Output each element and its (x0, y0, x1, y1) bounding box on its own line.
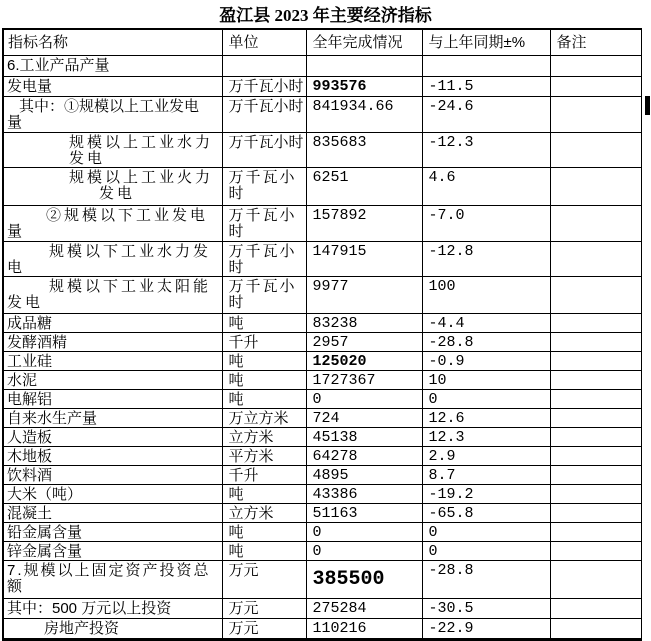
text-line: 发电 (7, 294, 44, 311)
unit-cell[interactable] (222, 485, 306, 504)
indicator-name-cell[interactable] (3, 599, 222, 619)
note-cell[interactable] (550, 77, 641, 97)
unit-cell[interactable] (222, 523, 306, 542)
indicator-name-cell[interactable] (3, 333, 222, 352)
text-line: 万千瓦小 (228, 207, 297, 224)
indicator-name-cell[interactable] (3, 277, 222, 314)
value-cell[interactable]: 385500 (306, 561, 422, 599)
text-line: 时 (228, 185, 246, 202)
value-cell[interactable]: 64278 (306, 447, 422, 466)
note-cell[interactable] (550, 447, 641, 466)
unit-cell[interactable] (222, 428, 306, 447)
note-cell[interactable] (550, 352, 641, 371)
value-cell[interactable]: 275284 (306, 599, 422, 619)
text-line: 规模以上工业水力 (69, 134, 214, 151)
indicator-name-cell[interactable] (3, 242, 222, 277)
text-line: 千升 (228, 467, 259, 484)
header-indicator-name: 指标名称 (3, 29, 222, 56)
value-cell[interactable]: 0 (306, 390, 422, 409)
indicator-name-cell[interactable] (3, 619, 222, 640)
note-cell[interactable] (550, 542, 641, 561)
note-cell[interactable] (550, 277, 641, 314)
text-line: 吨 (228, 543, 244, 560)
value-cell[interactable]: 835683 (306, 133, 422, 168)
yoy-cell[interactable]: -12.3 (422, 133, 550, 168)
note-cell[interactable] (550, 390, 641, 409)
yoy-cell[interactable]: -24.6 (422, 97, 550, 133)
text-line: 立方米 (228, 429, 274, 446)
text-line: 吨 (228, 524, 244, 541)
table-row (3, 242, 641, 277)
note-cell[interactable] (550, 599, 641, 619)
unit-cell[interactable] (222, 206, 306, 242)
yoy-cell[interactable]: 0 (422, 390, 550, 409)
value-cell[interactable]: 993576 (306, 77, 422, 97)
unit-cell[interactable] (222, 168, 306, 206)
indicator-name-cell[interactable] (3, 206, 222, 242)
value-cell[interactable]: 83238 (306, 314, 422, 333)
text-line: 木地板 (7, 448, 53, 465)
value-cell[interactable]: 0 (306, 523, 422, 542)
note-cell[interactable] (550, 409, 641, 428)
unit-cell[interactable] (222, 561, 306, 599)
yoy-cell[interactable]: 12.3 (422, 428, 550, 447)
yoy-cell[interactable]: -11.5 (422, 77, 550, 97)
indicator-name-cell[interactable] (3, 77, 222, 97)
text-line: 时 (228, 223, 246, 240)
note-cell[interactable] (550, 523, 641, 542)
unit-cell[interactable] (222, 133, 306, 168)
value-cell[interactable]: 841934.66 (306, 97, 422, 133)
table-row (3, 466, 641, 485)
table-row (3, 428, 641, 447)
yoy-cell[interactable]: -22.9 (422, 619, 550, 640)
text-line: 房地产投资 (44, 620, 120, 637)
table-row (3, 619, 641, 640)
note-cell[interactable] (550, 168, 641, 206)
value-cell[interactable]: 125020 (306, 352, 422, 371)
text-line: 发酵酒精 (7, 334, 68, 351)
text-line: 万元 (228, 600, 259, 617)
table-row (3, 485, 641, 504)
text-line: 万千瓦小 (228, 169, 297, 186)
text-line: 万千瓦小 (228, 278, 297, 295)
table-row (3, 561, 641, 599)
unit-cell[interactable] (222, 56, 306, 77)
indicator-name-cell[interactable] (3, 447, 222, 466)
table-row (3, 542, 641, 561)
note-cell[interactable] (550, 97, 641, 133)
indicator-name-cell[interactable] (3, 523, 222, 542)
indicator-name-cell[interactable] (3, 352, 222, 371)
text-line: 万元 (228, 562, 259, 579)
yoy-cell[interactable]: -65.8 (422, 504, 550, 523)
text-line: 量 (7, 223, 26, 240)
indicator-name-cell[interactable] (3, 504, 222, 523)
yoy-cell[interactable]: 10 (422, 371, 550, 390)
value-cell[interactable]: 724 (306, 409, 422, 428)
text-line: 吨 (228, 372, 244, 389)
indicator-name-cell[interactable] (3, 97, 222, 133)
text-line: 人造板 (7, 429, 53, 446)
table-row (3, 504, 641, 523)
text-line: 平方米 (228, 448, 274, 465)
text-line: 时 (228, 259, 246, 276)
table-row (3, 333, 641, 352)
indicator-name-cell[interactable] (3, 466, 222, 485)
indicator-name-cell[interactable] (3, 409, 222, 428)
value-cell[interactable]: 110216 (306, 619, 422, 640)
unit-cell[interactable] (222, 619, 306, 640)
yoy-cell[interactable]: 100 (422, 277, 550, 314)
table-row (3, 56, 641, 77)
yoy-cell[interactable]: -30.5 (422, 599, 550, 619)
indicators-table (2, 28, 642, 641)
unit-cell[interactable] (222, 504, 306, 523)
unit-cell[interactable] (222, 599, 306, 619)
unit-cell[interactable] (222, 371, 306, 390)
yoy-cell[interactable]: -4.4 (422, 314, 550, 333)
yoy-cell[interactable]: -28.8 (422, 561, 550, 599)
text-line: 万千瓦小时 (228, 98, 304, 115)
note-cell[interactable] (550, 242, 641, 277)
note-cell[interactable] (550, 56, 641, 77)
indicator-name-cell[interactable] (3, 542, 222, 561)
text-line: 自来水生产量 (7, 410, 98, 427)
note-cell[interactable] (550, 504, 641, 523)
value-cell[interactable] (306, 56, 422, 77)
text-line: 吨 (228, 486, 244, 503)
table-row (3, 168, 641, 206)
table-row (3, 206, 641, 242)
value-cell[interactable]: 1727367 (306, 371, 422, 390)
table-row (3, 277, 641, 314)
table-row (3, 447, 641, 466)
header-row (3, 29, 641, 56)
text-line: 铅金属含量 (7, 524, 83, 541)
text-line: 工业硅 (7, 353, 53, 370)
note-cell[interactable] (550, 371, 641, 390)
text-line: 万立方米 (228, 410, 289, 427)
value-cell[interactable]: 51163 (306, 504, 422, 523)
text-line: 万千瓦小时 (228, 78, 304, 95)
text-line: 发电量 (7, 78, 53, 95)
unit-cell[interactable] (222, 390, 306, 409)
note-cell[interactable] (550, 333, 641, 352)
note-cell[interactable] (550, 133, 641, 168)
text-line: 成品糖 (7, 315, 53, 332)
indicator-name-cell[interactable] (3, 390, 222, 409)
text-line: 吨 (228, 353, 244, 370)
yoy-cell[interactable]: 12.6 (422, 409, 550, 428)
text-line: 大米（吨） (7, 486, 83, 503)
unit-cell[interactable] (222, 447, 306, 466)
value-cell[interactable]: 45138 (306, 428, 422, 447)
table-row (3, 133, 641, 168)
unit-cell[interactable] (222, 333, 306, 352)
value-cell[interactable]: 157892 (306, 206, 422, 242)
table-row (3, 390, 641, 409)
text-line: 电解铝 (7, 391, 53, 408)
unit-cell[interactable] (222, 97, 306, 133)
yoy-cell[interactable]: 0 (422, 523, 550, 542)
unit-cell[interactable] (222, 242, 306, 277)
value-cell[interactable]: 0 (306, 542, 422, 561)
note-cell[interactable] (550, 314, 641, 333)
note-cell[interactable] (550, 466, 641, 485)
note-cell[interactable] (550, 619, 641, 640)
text-line: 7.规模以上固定资产投资总 (7, 562, 211, 579)
text-line: 其中：500 万元以上投资 (7, 600, 172, 617)
value-cell[interactable]: 6251 (306, 168, 422, 206)
table-row (3, 371, 641, 390)
unit-cell[interactable] (222, 77, 306, 97)
unit-cell[interactable] (222, 314, 306, 333)
text-line: 万千瓦小时 (228, 134, 304, 151)
document-title: 盈江县 2023 年主要经济指标 (219, 6, 432, 25)
text-line: 其中：①规模以上工业发电 (19, 98, 200, 115)
note-cell[interactable] (550, 428, 641, 447)
yoy-cell[interactable]: 4.6 (422, 168, 550, 206)
text-line: 吨 (228, 315, 244, 332)
note-cell[interactable] (550, 561, 641, 599)
value-cell[interactable]: 4895 (306, 466, 422, 485)
header-unit: 单位 (222, 29, 306, 56)
text-line: 锌金属含量 (7, 543, 83, 560)
unit-cell[interactable] (222, 277, 306, 314)
value-cell[interactable]: 147915 (306, 242, 422, 277)
text-line: 6.工业产品产量 (7, 57, 110, 74)
indicator-name-cell[interactable] (3, 56, 222, 77)
yoy-cell[interactable]: -7.0 (422, 206, 550, 242)
yoy-cell[interactable]: -19.2 (422, 485, 550, 504)
text-line: 额 (7, 578, 25, 595)
text-line: 千升 (228, 334, 259, 351)
unit-cell[interactable] (222, 352, 306, 371)
note-cell[interactable] (550, 206, 641, 242)
table-row (3, 599, 641, 619)
table-row (3, 352, 641, 371)
yoy-cell[interactable]: -12.8 (422, 242, 550, 277)
yoy-cell[interactable]: 0 (422, 542, 550, 561)
yoy-cell[interactable]: 8.7 (422, 466, 550, 485)
text-line: 吨 (228, 391, 244, 408)
table-row (3, 97, 641, 133)
yoy-cell[interactable]: -28.8 (422, 333, 550, 352)
yoy-cell[interactable]: 2.9 (422, 447, 550, 466)
indicator-name-cell[interactable] (3, 428, 222, 447)
unit-cell[interactable] (222, 542, 306, 561)
text-line: 万元 (228, 620, 259, 637)
text-line: 时 (228, 294, 246, 311)
text-line: 规模以下工业太阳能 (49, 278, 212, 295)
header-note: 备注 (550, 29, 641, 56)
text-line: 立方米 (228, 505, 274, 522)
indicator-name-cell[interactable] (3, 561, 222, 599)
text-line: 规模以上工业火力 (69, 169, 214, 186)
yoy-cell[interactable] (422, 56, 550, 77)
table-border-drag-handle[interactable] (645, 96, 650, 115)
unit-cell[interactable] (222, 466, 306, 485)
value-cell[interactable]: 2957 (306, 333, 422, 352)
table-row (3, 523, 641, 542)
text-line: 万千瓦小 (228, 243, 297, 260)
table-row (3, 314, 641, 333)
value-cell[interactable]: 43386 (306, 485, 422, 504)
indicator-name-cell[interactable] (3, 371, 222, 390)
indicator-name-cell[interactable] (3, 485, 222, 504)
text-line: 发电 (69, 150, 106, 167)
text-line: 量 (7, 114, 23, 131)
text-line: 混凝土 (7, 505, 53, 522)
indicator-name-cell[interactable] (3, 314, 222, 333)
header-annual-result: 全年完成情况 (306, 29, 422, 56)
text-line: 发电 (99, 185, 136, 202)
value-cell[interactable]: 9977 (306, 277, 422, 314)
text-line: ②规模以下工业发电 (46, 207, 209, 224)
text-line: 规模以下工业水力发 (49, 243, 212, 260)
indicator-name-cell[interactable] (3, 168, 222, 206)
yoy-cell[interactable]: -0.9 (422, 352, 550, 371)
table-row (3, 409, 641, 428)
table-row (3, 77, 641, 97)
text-line: 饮料酒 (7, 467, 53, 484)
text-line: 水泥 (7, 372, 38, 389)
header-yoy-percent: 与上年同期±% (422, 29, 550, 56)
note-cell[interactable] (550, 485, 641, 504)
text-line: 电 (7, 259, 26, 276)
unit-cell[interactable] (222, 409, 306, 428)
indicator-name-cell[interactable] (3, 133, 222, 168)
